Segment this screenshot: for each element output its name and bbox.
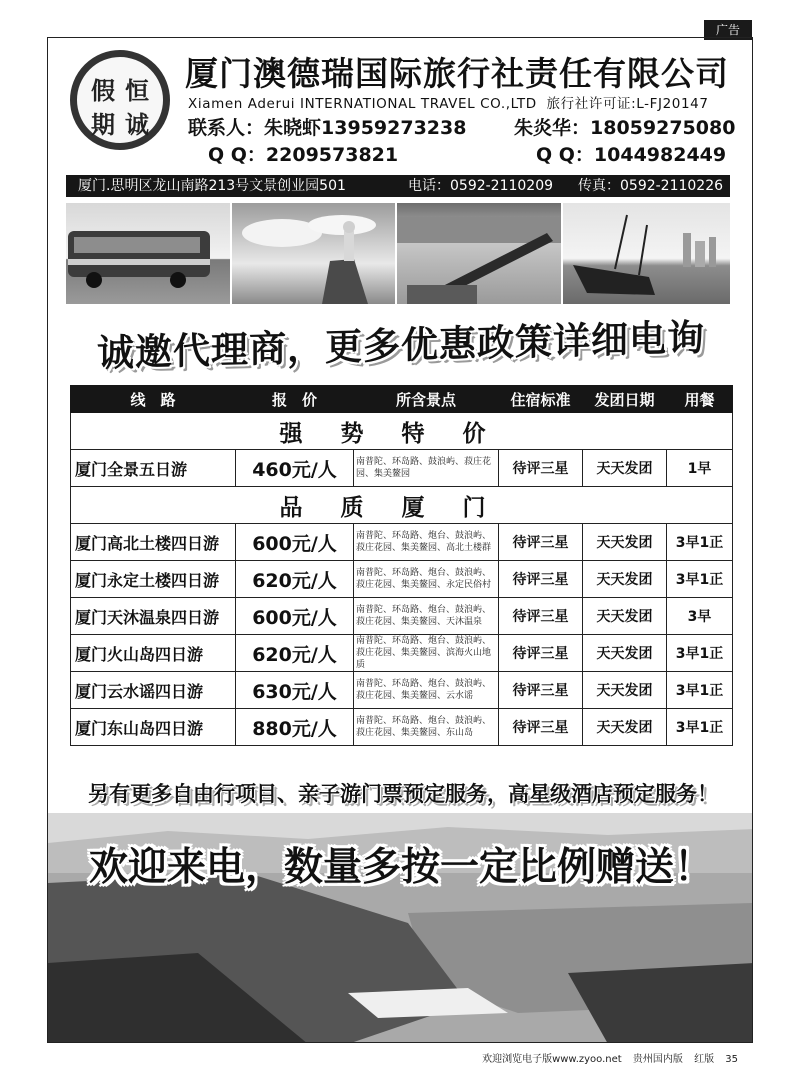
meal-plan: 3早1正	[667, 709, 733, 746]
seal-char: 假	[91, 76, 115, 105]
agent-recruit-slogan: 诚邀代理商，更多优惠政策详细电询	[97, 316, 705, 375]
table-row	[71, 672, 733, 709]
route-sights: 南普陀、环岛路、炮台、鼓浪屿、菽庄花园、集美鳌园、云水谣	[354, 672, 499, 709]
contact-2-qq: Q Q：1044982449	[536, 144, 727, 166]
departure-date: 天天发团	[583, 709, 667, 746]
route-price-table	[70, 385, 733, 746]
section-row	[71, 413, 733, 450]
ad-page	[47, 37, 753, 1043]
departure-date: 天天发团	[583, 672, 667, 709]
section-title: 强势特价	[71, 413, 733, 450]
route-name: 厦门永定土楼四日游	[71, 561, 236, 598]
sailboat-photo	[563, 203, 730, 304]
table-row	[71, 561, 733, 598]
route-price: 630元/人	[236, 672, 354, 709]
contact-phone: 13959273238	[321, 117, 467, 139]
route-price: 620元/人	[236, 635, 354, 672]
route-name: 厦门火山岛四日游	[71, 635, 236, 672]
route-name: 厦门云水谣四日游	[71, 672, 236, 709]
ad-tag: 广告	[704, 20, 752, 40]
contact-2	[514, 113, 735, 140]
header-hotel: 住宿标准	[499, 386, 583, 413]
seal-char: 诚	[125, 110, 149, 139]
footer-edition: 贵州国内版	[632, 1054, 683, 1065]
route-price: 880元/人	[236, 709, 354, 746]
company-name: 厦门澳德瑞国际旅行社责任有限公司	[185, 54, 729, 93]
contact-name: 朱炎华：	[514, 117, 591, 139]
hotel-standard: 待评三星	[499, 672, 583, 709]
route-name: 厦门天沐温泉四日游	[71, 598, 236, 635]
departure-date: 天天发团	[583, 561, 667, 598]
contact-1	[188, 113, 466, 140]
telephone: 电话：0592-2110209	[408, 178, 554, 194]
section-title: 品质厦门	[71, 487, 733, 524]
photo-strip	[66, 203, 730, 304]
table-header-row	[71, 386, 733, 413]
departure-date: 天天发团	[583, 635, 667, 672]
meal-plan: 3早1正	[667, 524, 733, 561]
route-name: 厦门全景五日游	[71, 450, 236, 487]
route-name: 厦门东山岛四日游	[71, 709, 236, 746]
table-row	[71, 450, 733, 487]
table-row	[71, 709, 733, 746]
hotel-standard: 待评三星	[499, 598, 583, 635]
page-number: 35	[725, 1054, 738, 1065]
seal-char: 期	[91, 110, 115, 139]
route-sights: 南普陀、环岛路、炮台、鼓浪屿、菽庄花园、集美鳌园、滨海火山地质	[354, 635, 499, 672]
route-price: 600元/人	[236, 524, 354, 561]
hotel-standard: 待评三星	[499, 709, 583, 746]
contact-phone: 18059275080	[590, 117, 736, 139]
company-english-name: Xiamen Aderui INTERNATIONAL TRAVEL CO.,LTD	[188, 96, 537, 112]
meal-plan: 3早1正	[667, 672, 733, 709]
table-row	[71, 598, 733, 635]
route-sights: 南普陀、环岛路、炮台、鼓浪屿、菽庄花园、集美鳌园、东山岛	[354, 709, 499, 746]
meal-plan: 1早	[667, 450, 733, 487]
license-number: 旅行社许可证:L-FJ20147	[546, 96, 709, 112]
bus-photo	[66, 203, 230, 304]
route-name: 厦门高北土楼四日游	[71, 524, 236, 561]
hotel-standard: 待评三星	[499, 635, 583, 672]
address-bar	[66, 175, 730, 197]
route-price: 620元/人	[236, 561, 354, 598]
hotel-standard: 待评三星	[499, 524, 583, 561]
header-route: 线 路	[71, 386, 236, 413]
contact-1-qq: Q Q：2209573821	[208, 144, 399, 166]
footer-color: 红版	[694, 1054, 715, 1065]
island-statue-photo	[232, 203, 396, 304]
contact-label: 联系人：	[188, 117, 265, 139]
header-date: 发团日期	[583, 386, 667, 413]
header-price: 报 价	[236, 386, 354, 413]
departure-date: 天天发团	[583, 450, 667, 487]
cannon-photo	[397, 203, 561, 304]
table-row	[71, 635, 733, 672]
address: 厦门.思明区龙山南路213号文景创业园501	[78, 178, 346, 194]
hotel-standard: 待评三星	[499, 450, 583, 487]
header-sights: 所含景点	[354, 386, 499, 413]
fax: 传真：0592-2110226	[578, 178, 724, 194]
page-footer	[474, 1050, 738, 1065]
route-price: 600元/人	[236, 598, 354, 635]
seal-char: 恒	[125, 76, 149, 105]
departure-date: 天天发团	[583, 598, 667, 635]
contact-name: 朱晓虾	[264, 117, 322, 139]
route-sights: 南普陀、环岛路、炮台、鼓浪屿、菽庄花园、集美鳌园、高北土楼群	[354, 524, 499, 561]
section-row	[71, 487, 733, 524]
seal-logo	[70, 50, 170, 150]
welcome-call-slogan: 欢迎来电，数量多按一定比例赠送！	[88, 845, 713, 890]
route-sights: 南普陀、环岛路、鼓浪屿、菽庄花园、集美鳌园	[354, 450, 499, 487]
hotel-standard: 待评三星	[499, 561, 583, 598]
table-row	[71, 524, 733, 561]
departure-date: 天天发团	[583, 524, 667, 561]
more-services-slogan: 另有更多自由行项目、亲子游门票预定服务，高星级酒店预定服务！	[88, 782, 718, 806]
header-meal: 用餐	[667, 386, 733, 413]
route-sights: 南普陀、环岛路、炮台、鼓浪屿、菽庄花园、集美鳌园、永定民俗村	[354, 561, 499, 598]
company-name-en	[188, 92, 709, 112]
meal-plan: 3早1正	[667, 561, 733, 598]
route-price: 460元/人	[236, 450, 354, 487]
meal-plan: 3早1正	[667, 635, 733, 672]
footer-website: 欢迎浏览电子版www.zyoo.net	[482, 1054, 622, 1065]
route-sights: 南普陀、环岛路、炮台、鼓浪屿、菽庄花园、集美鳌园、天沐温泉	[354, 598, 499, 635]
meal-plan: 3早	[667, 598, 733, 635]
